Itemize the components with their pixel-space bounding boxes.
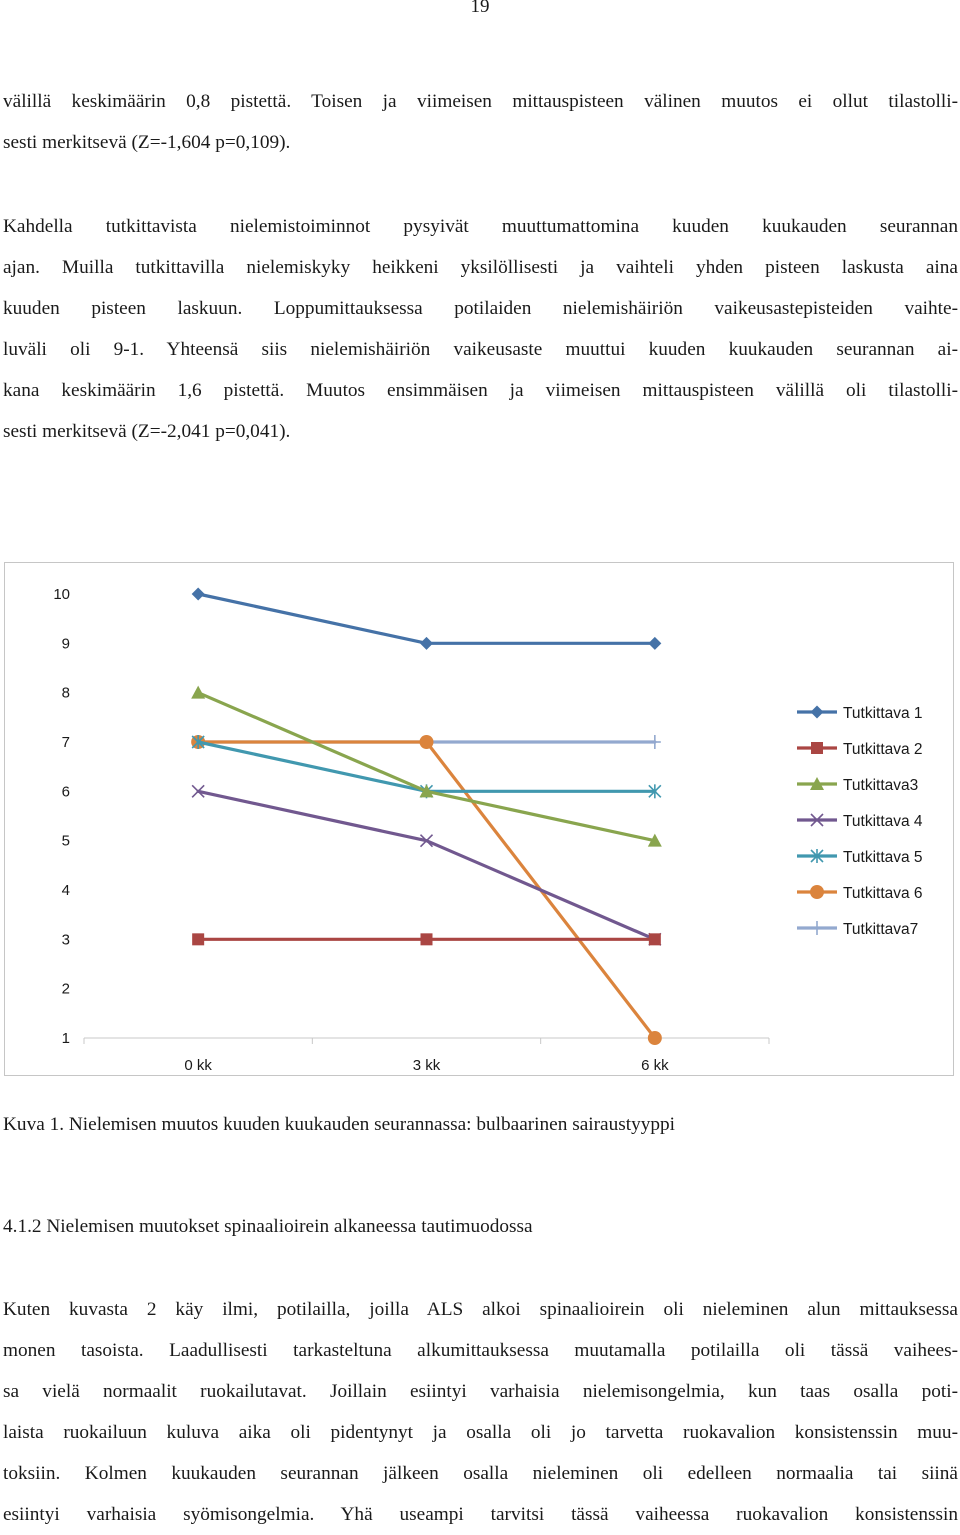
series-line — [198, 742, 655, 791]
paragraph-line: luväli oli 9-1. Yhteensä siis nielemishäiriön vaikeusaste muuttui kuuden kuukauden seurannan ai- — [3, 339, 958, 360]
paragraph-line: Kuten kuvasta 2 käy ilmi, potilailla, joilla ALS alkoi spinaalioirein oli nieleminen alun mittauksessa — [3, 1299, 958, 1320]
data-point — [648, 1031, 662, 1045]
figure-caption: Kuva 1. Nielemisen muutos kuuden kuukauden seurannassa: bulbaarinen sairaustyyppi — [3, 1114, 676, 1135]
legend-marker — [811, 742, 823, 754]
legend-item — [797, 921, 918, 938]
paragraph-line: sesti merkitsevä (Z=-2,041 p=0,041). — [3, 421, 291, 442]
y-tick-label: 4 — [61, 882, 70, 899]
data-point — [649, 735, 661, 749]
x-tick-label: 6 kk — [641, 1057, 669, 1074]
y-tick-label: 9 — [61, 635, 70, 653]
paragraph-line: toksiin. Kolmen kuukauden seurannan jälkeen osalla nieleminen oli edelleen normaalia tai siinä — [3, 1463, 958, 1484]
series-4 — [192, 785, 661, 945]
y-tick-label: 7 — [61, 734, 70, 751]
legend-label: Tutkittava 1 — [843, 705, 923, 722]
y-tick-label: 5 — [61, 832, 70, 850]
paragraph-line: sesti merkitsevä (Z=-1,604 p=0,109). — [3, 132, 291, 153]
paragraph-line: Kahdella tutkittavista nielemistoiminnot pysyivät muuttumattomina kuuden kuukauden seurannan — [3, 216, 958, 237]
paragraph-line: esiintyi varhaisia syömisongelmia. Yhä useampi tarvitsi tässä vaiheessa ruokavalion konsistenssin — [3, 1504, 958, 1525]
paragraph-line: välillä keskimäärin 0,8 pistettä. Toisen ja viimeisen mittauspisteen välinen muutos ei ollut tilastolli- — [3, 91, 958, 112]
legend-item — [797, 741, 923, 758]
y-tick-label: 2 — [61, 980, 70, 998]
series-6 — [191, 735, 662, 1045]
y-tick-label: 6 — [61, 783, 70, 801]
legend-marker — [810, 885, 824, 899]
paragraph-1 — [3, 81, 958, 163]
legend — [797, 705, 923, 938]
chart-figure — [4, 562, 954, 1076]
data-point — [648, 637, 661, 650]
data-point — [191, 686, 205, 699]
legend-label: Tutkittava3 — [843, 777, 919, 794]
paragraph-line: kana keskimäärin 1,6 pistettä. Muutos ensimmäisen ja viimeisen mittauspisteen välillä oli tilastolli- — [3, 380, 958, 401]
legend-item — [797, 777, 918, 794]
series-line — [198, 791, 655, 939]
paragraph-line: ajan. Muilla tutkittavilla nielemiskyky heikkeni yksilöllisesti ja vaihteli yhden pisteen laskusta aina — [3, 257, 958, 278]
x-tick-label: 0 kk — [184, 1057, 212, 1074]
legend-label: Tutkittava 2 — [843, 741, 923, 758]
legend-item — [797, 849, 923, 866]
legend-label: Tutkittava 6 — [843, 885, 923, 902]
legend-marker — [811, 706, 824, 719]
data-point — [192, 933, 204, 945]
y-tick-label: 10 — [53, 586, 70, 603]
page-number: 19 — [470, 0, 490, 17]
y-tick-label: 3 — [61, 931, 70, 949]
paragraph-line: sa vielä normaalit ruokailutavat. Joillain esiintyi varhaisia nielemisongelmia, kun taas osalla poti- — [3, 1381, 958, 1402]
series-line — [198, 693, 655, 841]
paragraph-line: kuuden pisteen laskuun. Loppumittauksessa potilaiden nielemishäiriön vaikeusastepisteiden vaihte- — [3, 298, 958, 319]
series-2 — [192, 933, 661, 945]
legend-item — [797, 813, 923, 830]
paragraph-line: laista ruokailuun kuluva aika oli pidentynyt ja osalla oli jo tarvetta ruokavalion konsistenssin muu- — [3, 1422, 958, 1443]
data-point — [649, 933, 661, 945]
series-1 — [192, 588, 662, 650]
section-heading: 4.1.2 Nielemisen muutokset spinaalioirein alkaneessa tautimuodossa — [3, 1216, 533, 1237]
data-point — [421, 933, 433, 945]
data-point — [420, 637, 433, 650]
legend-label: Tutkittava 4 — [843, 813, 923, 830]
data-point — [192, 588, 205, 601]
x-tick-label: 3 kk — [412, 1057, 441, 1074]
legend-label: Tutkittava 5 — [843, 849, 923, 866]
y-tick-label: 1 — [61, 1030, 70, 1047]
series-3 — [191, 686, 662, 847]
legend-item — [797, 705, 923, 722]
legend-label: Tutkittava7 — [843, 921, 919, 938]
paragraph-3 — [3, 1289, 958, 1535]
series-line — [198, 594, 655, 643]
legend-item — [797, 885, 923, 902]
paragraph-line: monen tasoista. Laadullisesti tarkasteltuna alkumittauksessa muutamalla potilailla oli tässä vaihees- — [3, 1340, 958, 1361]
legend-marker — [811, 921, 823, 935]
paragraph-2 — [3, 206, 958, 452]
y-tick-label: 8 — [61, 684, 70, 702]
data-point — [420, 735, 434, 749]
line-chart — [5, 563, 955, 1077]
